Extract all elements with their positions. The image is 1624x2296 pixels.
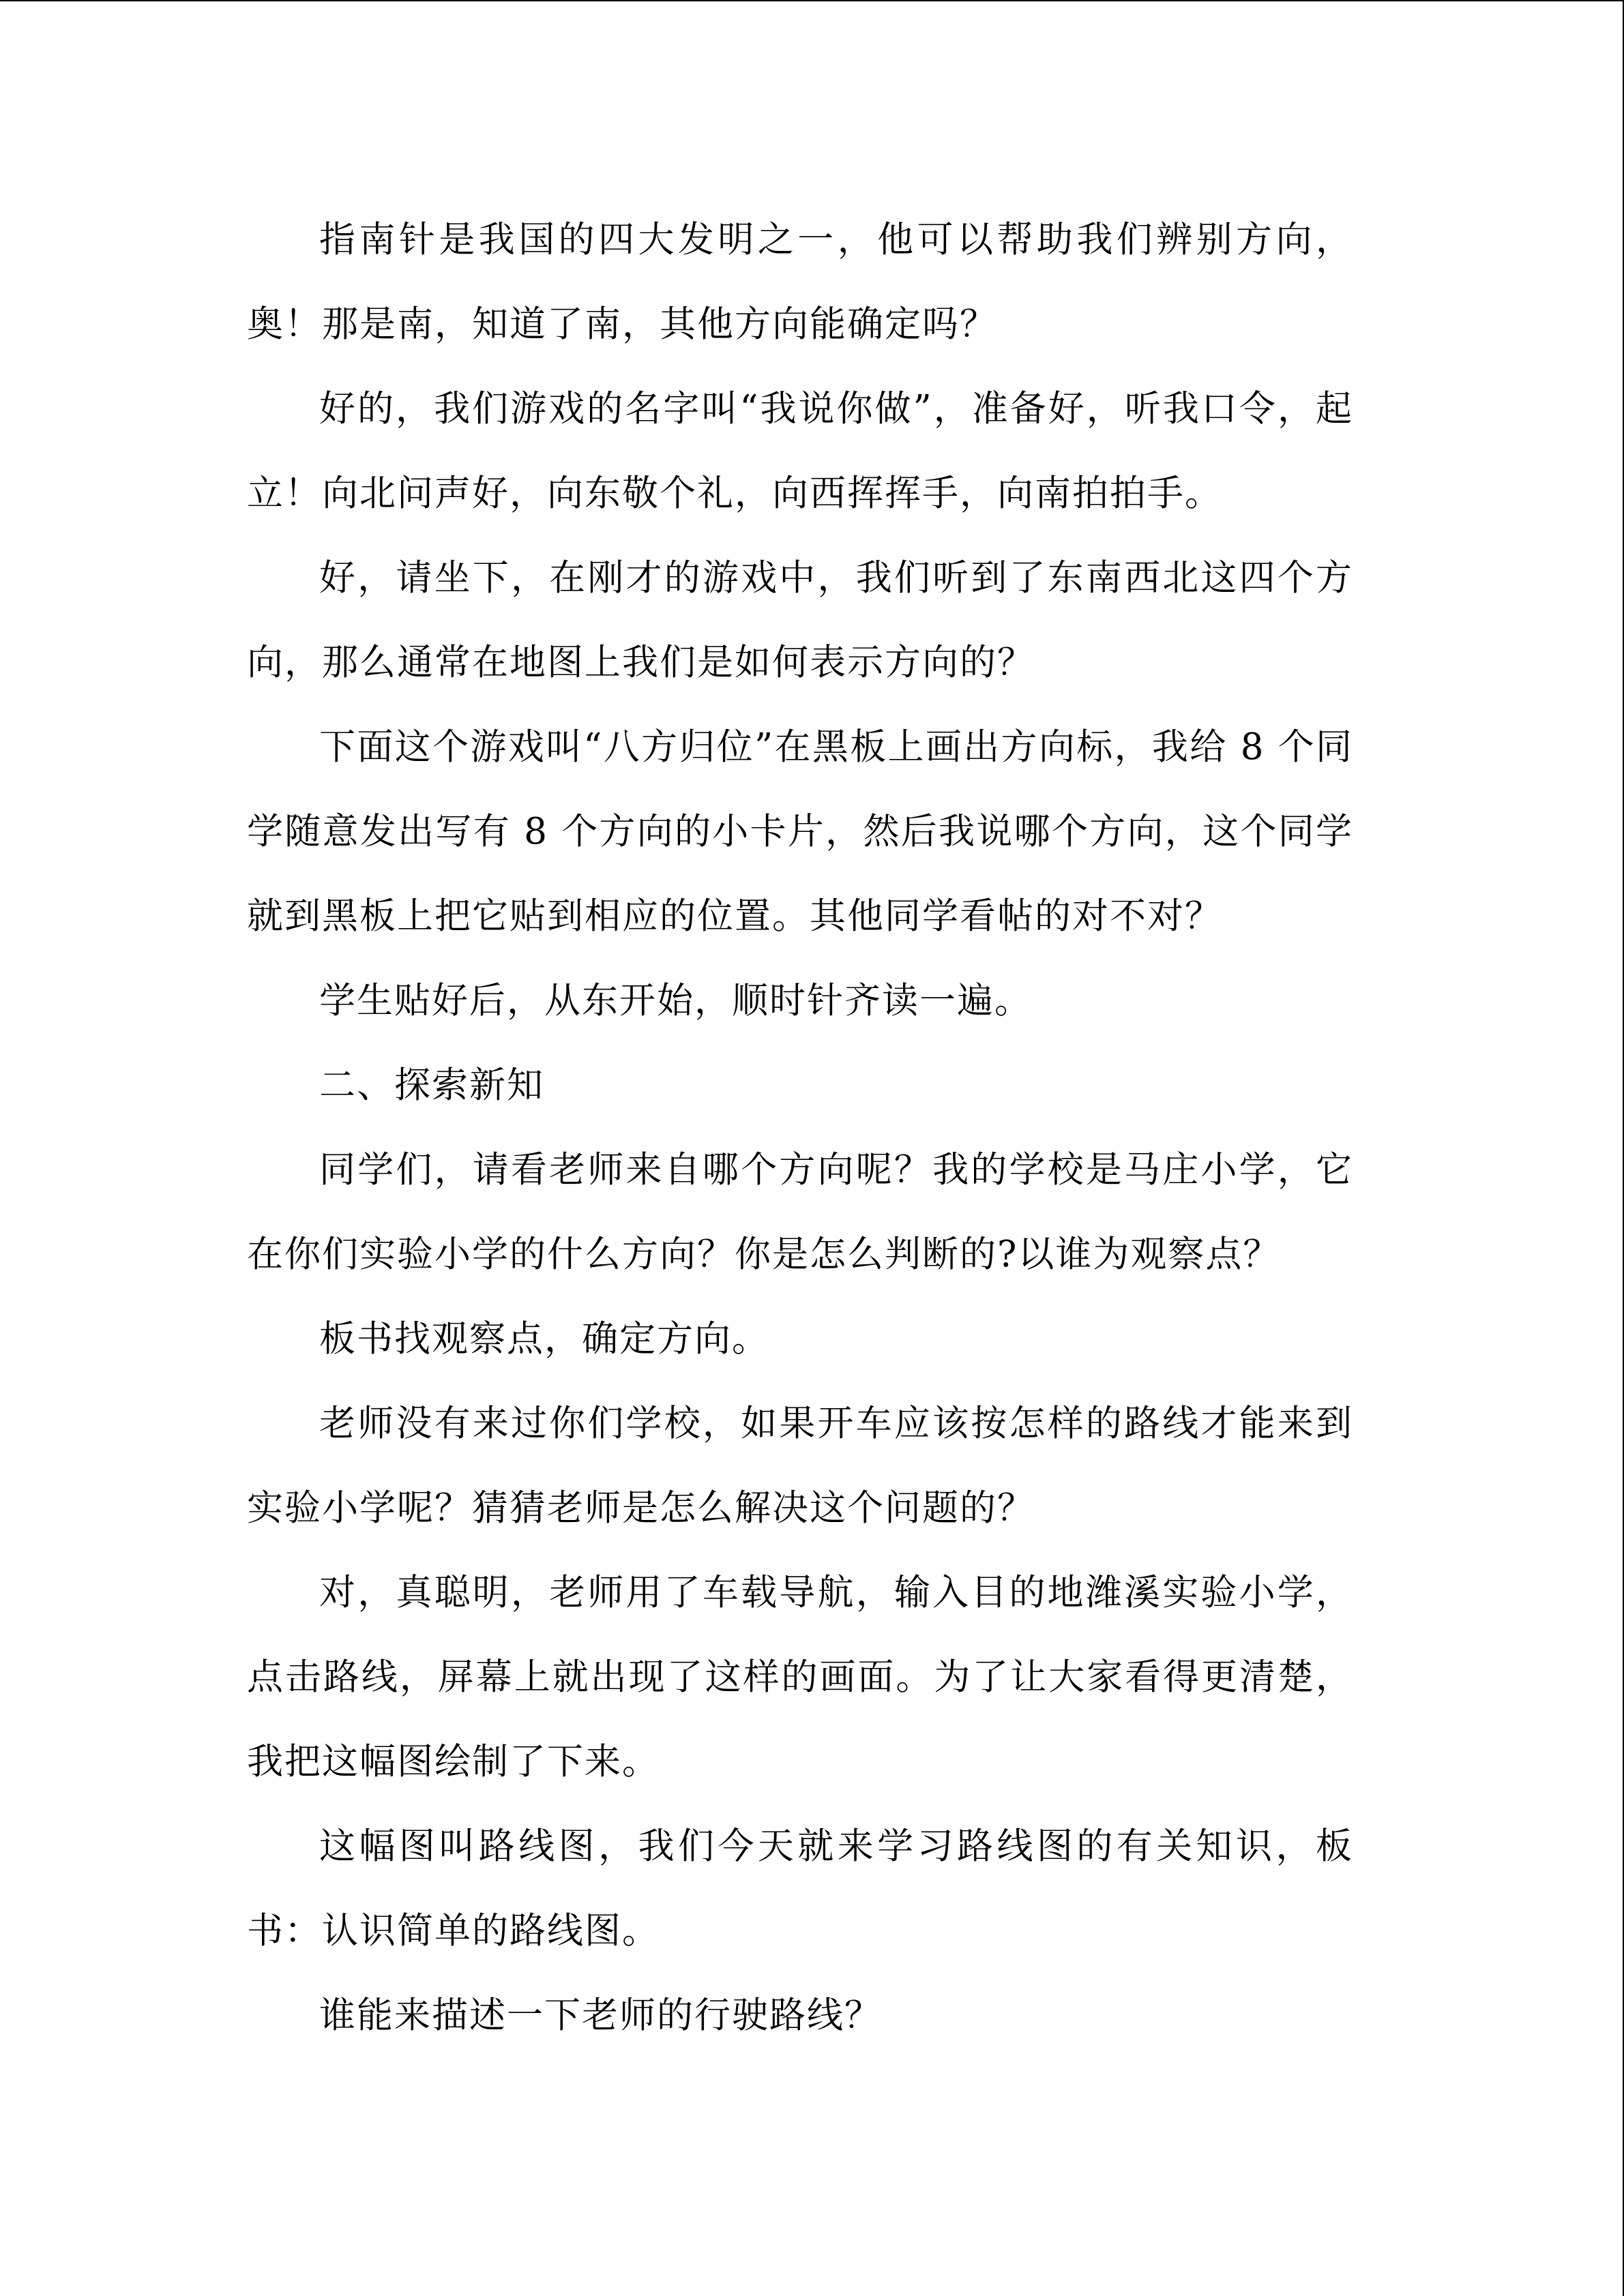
paragraph-7: 同学们，请看老师来自哪个方向呢？我的学校是马庄小学，它在你们实验小学的什么方向？你是怎么判断的?以谁为观察点？ [247,1149,1353,1275]
paragraph-10: 对，真聪明，老师用了车载导航，输入目的地潍溪实验小学，点击路线，屏幕上就出现了这样的画面。为了让大家看得更清楚，我把这幅图绘制了下来。 [247,1572,1353,1783]
paragraph-4: 下面这个游戏叫“八方归位”在黑板上画出方向标，我给 8 个同学随意发出写有 8 个方向的小卡片，然后我说哪个方向，这个同学就到黑板上把它贴到相应的位置。其他同学看帖的对不对？ [247,726,1353,937]
paragraph-2: 好的，我们游戏的名字叫“我说你做”，准备好，听我口令，起立！向北问声好，向东敬个礼，向西挥挥手，向南拍拍手。 [247,388,1353,514]
paragraph-11: 这幅图叫路线图，我们今天就来学习路线图的有关知识，板书：认识简单的路线图。 [247,1825,1353,1952]
document-body [247,198,1353,2058]
section-heading: 二、探索新知 [319,1064,544,1106]
paragraph-1: 指南针是我国的四大发明之一，他可以帮助我们辨别方向，奥！那是南，知道了南，其他方向能确定吗？ [247,219,1353,345]
paragraph-8: 板书找观察点，确定方向。 [319,1318,769,1360]
paragraph-9: 老师没有来过你们学校，如果开车应该按怎样的路线才能来到实验小学呢？猜猜老师是怎么解决这个问题的？ [247,1403,1353,1529]
paragraph-12: 谁能来描述一下老师的行驶路线？ [319,1995,882,2036]
paragraph-3: 好，请坐下，在刚才的游戏中，我们听到了东南西北这四个方向，那么通常在地图上我们是如何表示方向的？ [247,557,1353,683]
paragraph-5: 学生贴好后，从东开始，顺时针齐读一遍。 [319,980,1032,1022]
